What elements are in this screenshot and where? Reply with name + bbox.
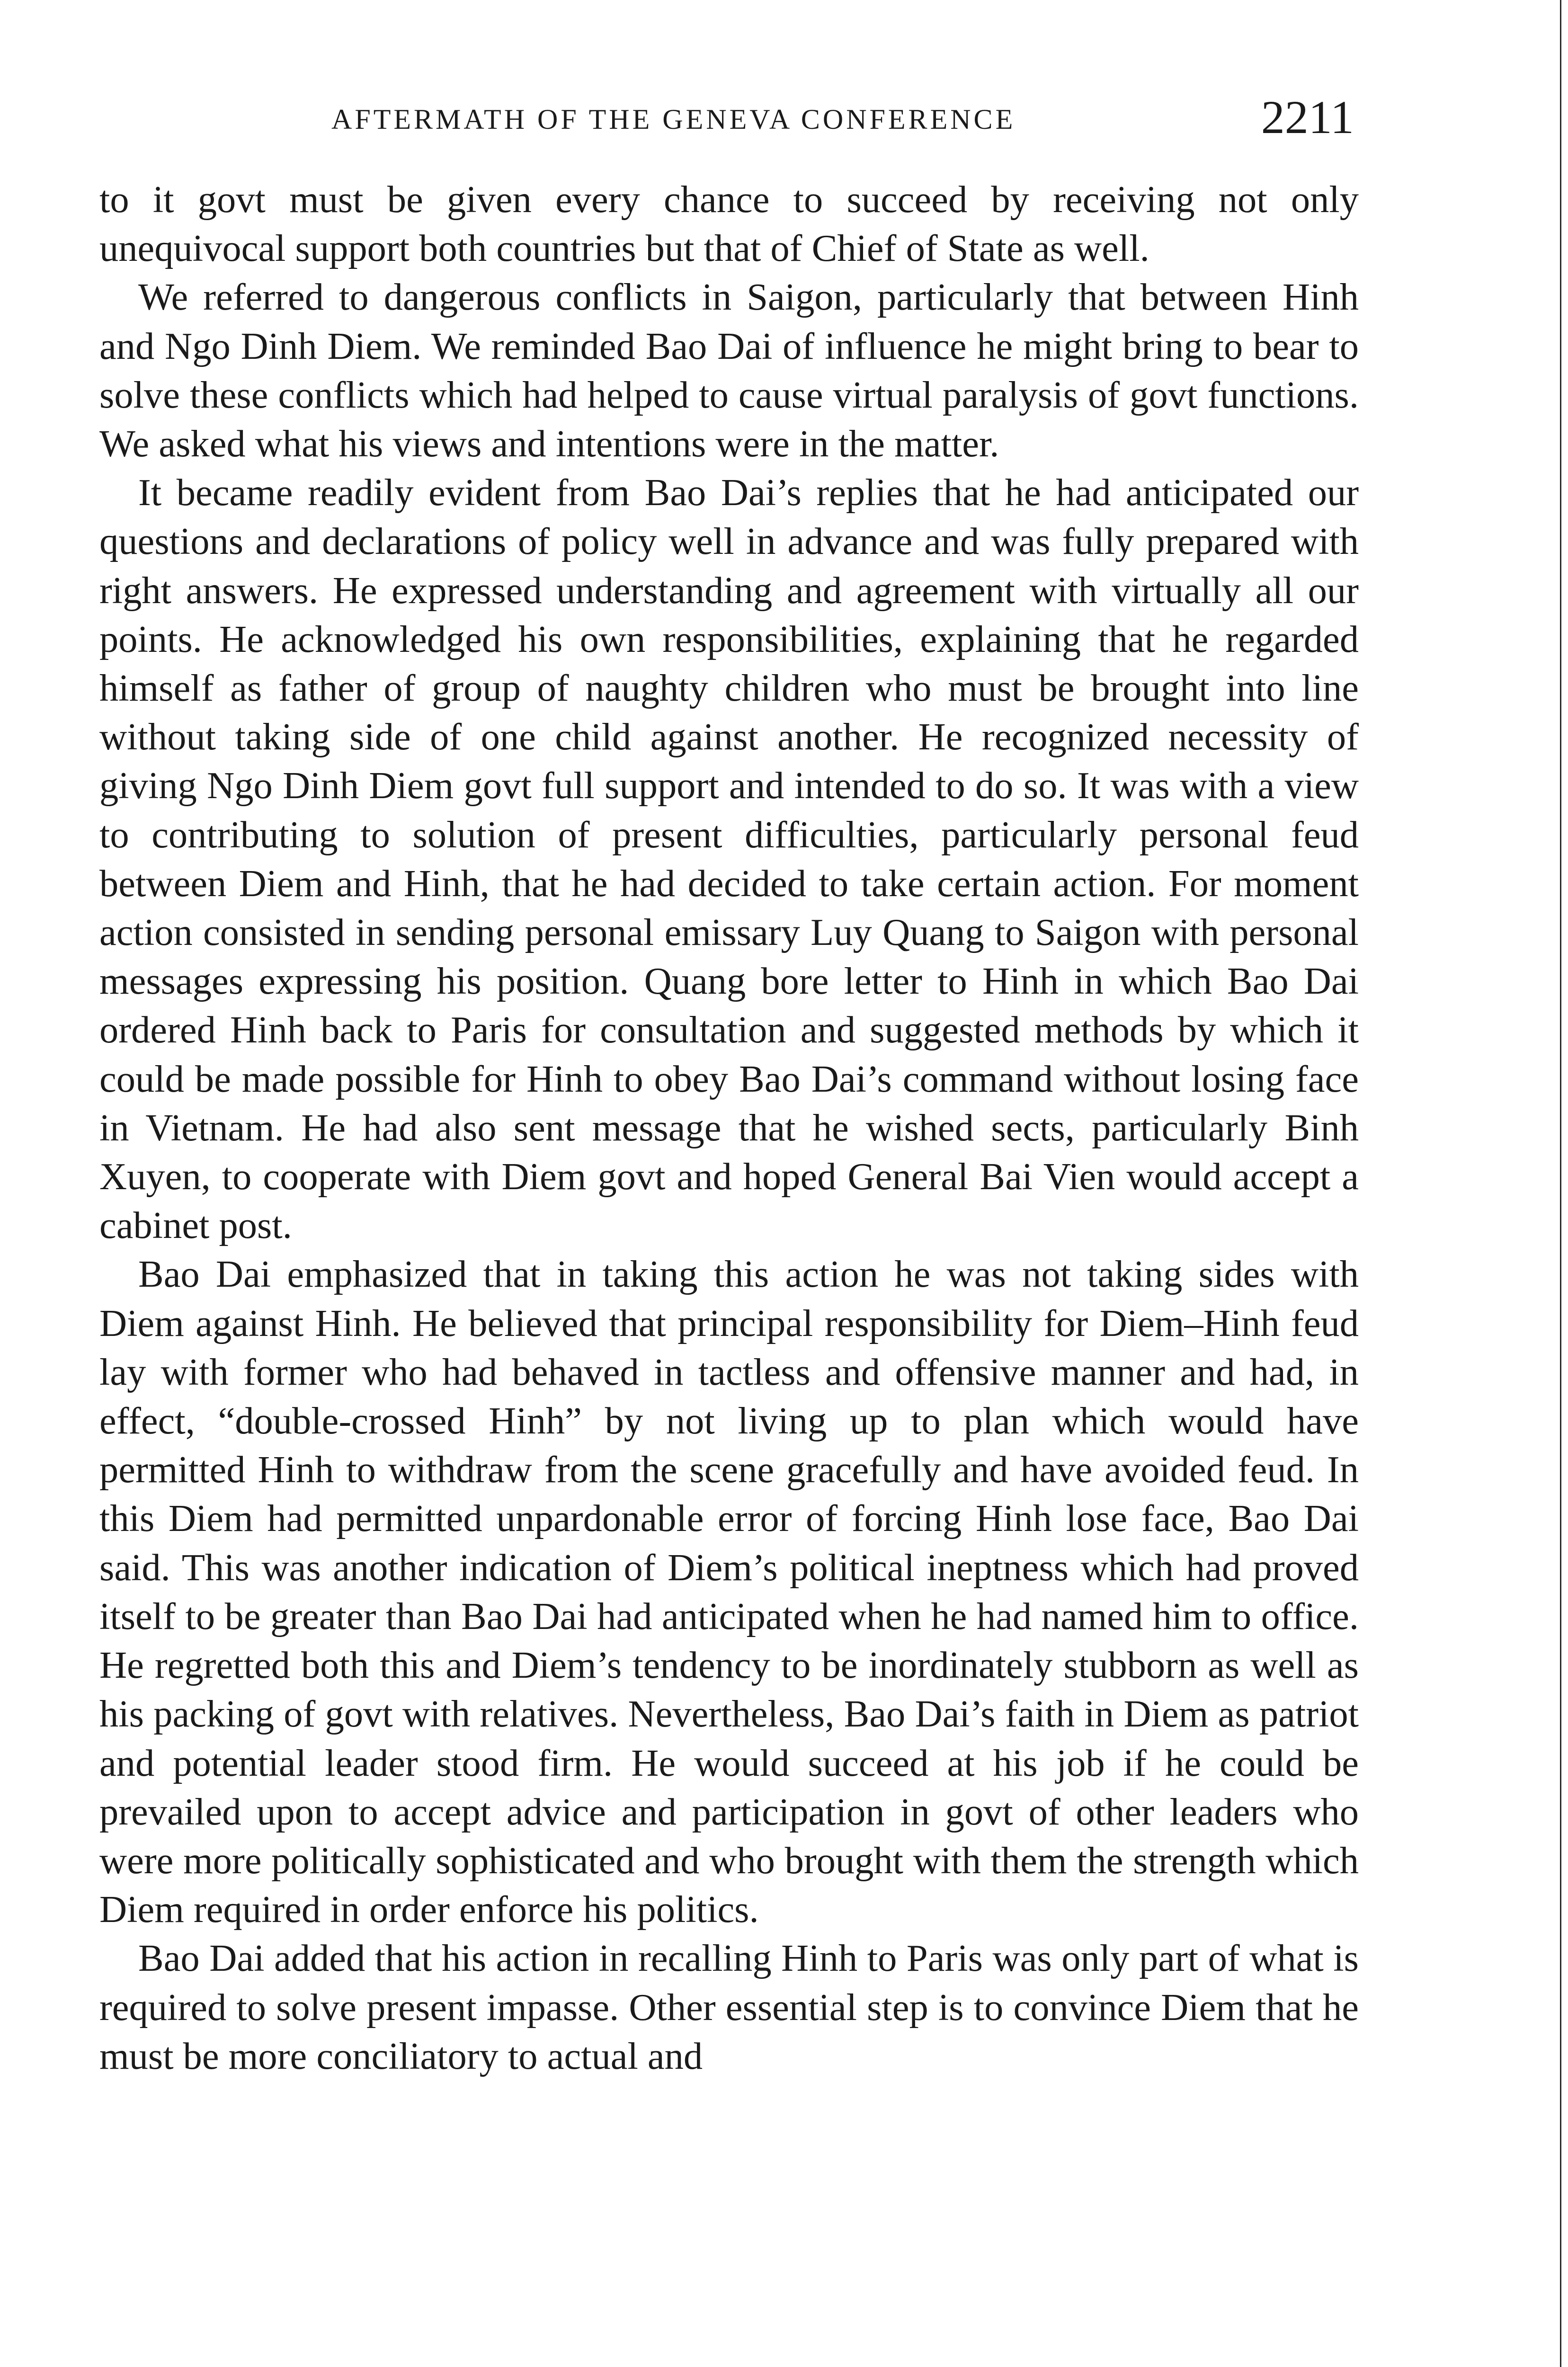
body-text: [99, 175, 1359, 2081]
paragraph: It became readily evident from Bao Dai’s replies that he had anticipated our questions and declarations of policy well in advance and was fully prepared with right answers. He expressed understanding and agreement with virtually all our points. He acknowledged his own responsibilities, explaining that he regarded himself as father of group of naughty children who must be brought into line without taking side of one child against another. He recognized necessity of giving Ngo Dinh Diem govt full support and intended to do so. It was with a view to contributing to solution of present difficulties, particularly personal feud between Diem and Hinh, that he had decided to take certain action. For moment action consisted in sending personal emissary Luy Quang to Saigon with personal messages expressing his position. Quang bore letter to Hinh in which Bao Dai ordered Hinh back to Paris for consultation and suggested methods by which it could be made possible for Hinh to obey Bao Dai’s command without losing face in Vietnam. He had also sent message that he wished sects, particularly Binh Xuyen, to cooperate with Diem govt and hoped General Bai Vien would accept a cabinet post.: [99, 472, 1359, 1247]
page-edge-line: [1560, 0, 1561, 2367]
paragraph: Bao Dai added that his action in recalling Hinh to Paris was only part of what is required to solve present impasse. Other essential step is to convince Diem that he must be more conciliatory to actual and: [99, 1937, 1359, 2077]
paragraph: to it govt must be given every chance to succeed by receiving not only unequivocal support both countries but that of Chief of State as well.: [99, 178, 1359, 270]
page-number: 2211: [1261, 91, 1354, 143]
page-header: [99, 90, 1359, 147]
running-head: AFTERMATH OF THE GENEVA CONFERENCE: [331, 104, 1016, 135]
paragraph: Bao Dai emphasized that in taking this action he was not taking sides with Diem against Hinh. He believed that principal responsibility for Diem–Hinh feud lay with former who had behaved in tactless and offensive manner and had, in effect, “double-crossed Hinh” by not living up to plan which would have permitted Hinh to withdraw from the scene gracefully and have avoided feud. In this Diem had permitted unpardonable error of forcing Hinh lose face, Bao Dai said. This was another indication of Diem’s political ineptness which had proved itself to be greater than Bao Dai had anticipated when he had named him to office. He regretted both this and Diem’s tendency to be inordinately stubborn as well as his packing of govt with relatives. Nevertheless, Bao Dai’s faith in Diem as patriot and potential leader stood firm. He would succeed at his job if he could be prevailed upon to accept advice and participation in govt of other leaders who were more politically sophisticated and who brought with them the strength which Diem required in order enforce his politics.: [99, 1253, 1359, 1931]
paragraph: We referred to dangerous conflicts in Saigon, particularly that between Hinh and Ngo Dinh Diem. We reminded Bao Dai of influence he might bring to bear to solve these conflicts which had helped to cause virtual paralysis of govt functions. We asked what his views and intentions were in the matter.: [99, 276, 1359, 465]
